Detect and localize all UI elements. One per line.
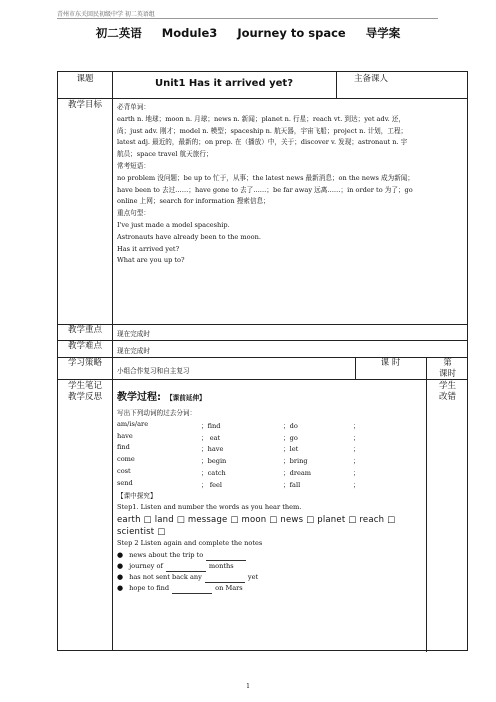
step2-instruction: Step 2 Listen again and complete the notes <box>117 539 263 548</box>
hours-label: 课 时 <box>380 358 401 368</box>
verb-cell: ；do <box>283 421 298 430</box>
topic-label: 课题 <box>76 74 94 84</box>
bullet-icon: ● <box>117 561 124 570</box>
bullet-icon: ● <box>117 583 124 592</box>
title-type: 导学案 <box>365 26 401 40</box>
verb-cell: ； <box>353 433 360 442</box>
verb-row <box>117 467 423 479</box>
note-text: journey of <box>129 561 163 570</box>
process-title: 教学过程: <box>117 392 161 403</box>
page-title <box>0 25 496 41</box>
verb-cell: ； <box>353 457 360 466</box>
preview-tag: 【课前延伸】 <box>166 394 206 402</box>
phrases-line: online 上网；search for information 搜索信息； <box>117 197 270 206</box>
verb-cell: find <box>117 443 130 452</box>
verb-cell: ； <box>353 445 360 454</box>
note-text: months <box>208 561 234 570</box>
goals-label: 教学目标 <box>67 100 102 110</box>
verb-cell: ； <box>353 468 360 477</box>
verb-table <box>117 420 423 491</box>
answer-blank[interactable] <box>172 586 212 594</box>
process-content <box>117 388 423 594</box>
table-rule <box>58 379 467 380</box>
page-number: 1 <box>246 683 250 690</box>
explore-tag: 【课中探究】 <box>117 491 157 500</box>
difficult-point-value: 现在完成时 <box>117 347 150 355</box>
teacher-label: 主备课人 <box>353 74 388 84</box>
note-item <box>117 550 423 561</box>
verb-row <box>117 432 423 444</box>
verb-cell: cost <box>117 466 131 475</box>
note-text: yet <box>247 572 259 581</box>
verb-cell: ； feel <box>201 480 223 489</box>
verb-cell: have <box>117 431 133 440</box>
verb-cell: ； <box>353 421 360 430</box>
words-line: 航员；space travel 航天旅行； <box>117 150 213 159</box>
title-subject: 初二英语 <box>95 26 142 40</box>
verb-cell: am/is/are <box>117 419 149 428</box>
sentence-line: Has it arrived yet? <box>117 244 180 253</box>
title-topic: Journey to space <box>237 26 346 40</box>
words-heading: 必背单词： <box>117 103 150 111</box>
words-line: latest adj. 最近的，最新的；on prep. 在（播放）中，关于；discover v. 发现；astronaut n. 宇 <box>117 138 408 147</box>
verb-cell: ；go <box>283 433 298 442</box>
note-item <box>117 583 423 594</box>
correction-text: 改错 <box>438 392 456 402</box>
student-label: 学生 <box>438 381 456 391</box>
key-point-label: 教学重点 <box>67 325 102 335</box>
topic-value: Unit1 Has it arrived yet? <box>155 78 293 89</box>
note-item <box>117 561 423 572</box>
period-prefix: 第 <box>443 358 452 368</box>
period-suffix: 课时 <box>438 369 456 379</box>
words-line: 尚；just adv. 刚才；model n. 模型；spaceship n. 航天器，宇宙飞船；project n. 计划，工程； <box>117 126 408 135</box>
table-rule <box>58 340 467 341</box>
key-point-value: 现在完成时 <box>117 330 150 338</box>
words-line: earth n. 地球；moon n. 月球；news n. 新闻；planet n. 行星；reach vt. 到达；yet adv. 还， <box>117 114 406 123</box>
verb-cell: come <box>117 455 135 464</box>
verb-row <box>117 443 423 455</box>
verb-cell: send <box>117 478 133 487</box>
period-count <box>426 358 469 380</box>
phrases-line: have been to 去过……；have gone to 去了……；be far away 远离……；in order to 为了；go <box>117 185 413 194</box>
word-checklist-line: scientist □ <box>117 527 166 538</box>
title-module: Module3 <box>161 26 218 40</box>
word-checklist-line: earth □ land □ message □ moon □ news □ planet □ reach □ <box>117 515 396 526</box>
verb-cell: ；begin <box>201 457 227 466</box>
verb-cell: ；let <box>283 445 299 454</box>
instruction: 写出下列动词的过去分词： <box>117 409 197 417</box>
notes-label <box>58 381 112 403</box>
table-col-rule <box>112 72 113 650</box>
note-text: on Mars <box>215 583 243 592</box>
answer-blank[interactable] <box>166 564 206 572</box>
note-text: news about the trip to <box>129 550 204 559</box>
verb-cell: ；dream <box>283 468 312 477</box>
answer-blank[interactable] <box>205 575 245 583</box>
table-col-rule <box>426 379 427 652</box>
verb-cell: ；bring <box>283 457 308 466</box>
verb-row <box>117 455 423 467</box>
bullet-icon: ● <box>117 572 124 581</box>
verb-cell: ；find <box>201 421 221 430</box>
verb-cell: ； eat <box>201 433 221 442</box>
step1-instruction: Step1. Listen and number the words as you hear them. <box>117 503 302 512</box>
table-rule <box>58 324 467 325</box>
sentence-line: Astronauts have already been to the moon. <box>117 232 261 241</box>
phrases-line: no problem 没问题；be up to 忙于，从事；the latest news 最新消息；on the news 成为新闻； <box>117 173 414 182</box>
student-notes-label: 学生笔记 <box>67 381 102 391</box>
verb-cell: ； <box>353 480 360 489</box>
correction-label <box>426 381 469 403</box>
school-header: 青州市东关回民初级中学 初二英语组 <box>57 11 155 18</box>
answer-blank[interactable] <box>206 553 246 561</box>
verb-cell: ；have <box>201 445 224 454</box>
verb-cell: ；catch <box>201 468 226 477</box>
verb-row <box>117 479 423 491</box>
strategy-label: 学习策略 <box>67 358 102 368</box>
table-rule <box>58 98 467 99</box>
sentence-line: I've just made a model spaceship. <box>117 220 230 229</box>
strategy-value: 小组合作复习和自主复习 <box>117 367 190 375</box>
lesson-plan-table <box>57 71 468 651</box>
verb-cell: ；fall <box>283 480 301 489</box>
sentence-line: What are you up to? <box>117 256 185 265</box>
goals-content <box>117 102 463 267</box>
header-rule <box>57 18 438 19</box>
bullet-icon: ● <box>117 550 124 559</box>
note-text: has not sent back any <box>129 572 202 581</box>
note-text: hope to find <box>129 583 170 592</box>
phrases-heading: 常考短语： <box>117 161 150 170</box>
sentences-heading: 重点句型： <box>117 209 150 218</box>
notes-list <box>117 550 423 594</box>
reflection-label: 教学反思 <box>67 392 102 402</box>
note-item <box>117 572 423 583</box>
difficult-point-label: 教学难点 <box>67 341 102 351</box>
verb-row <box>117 420 423 432</box>
